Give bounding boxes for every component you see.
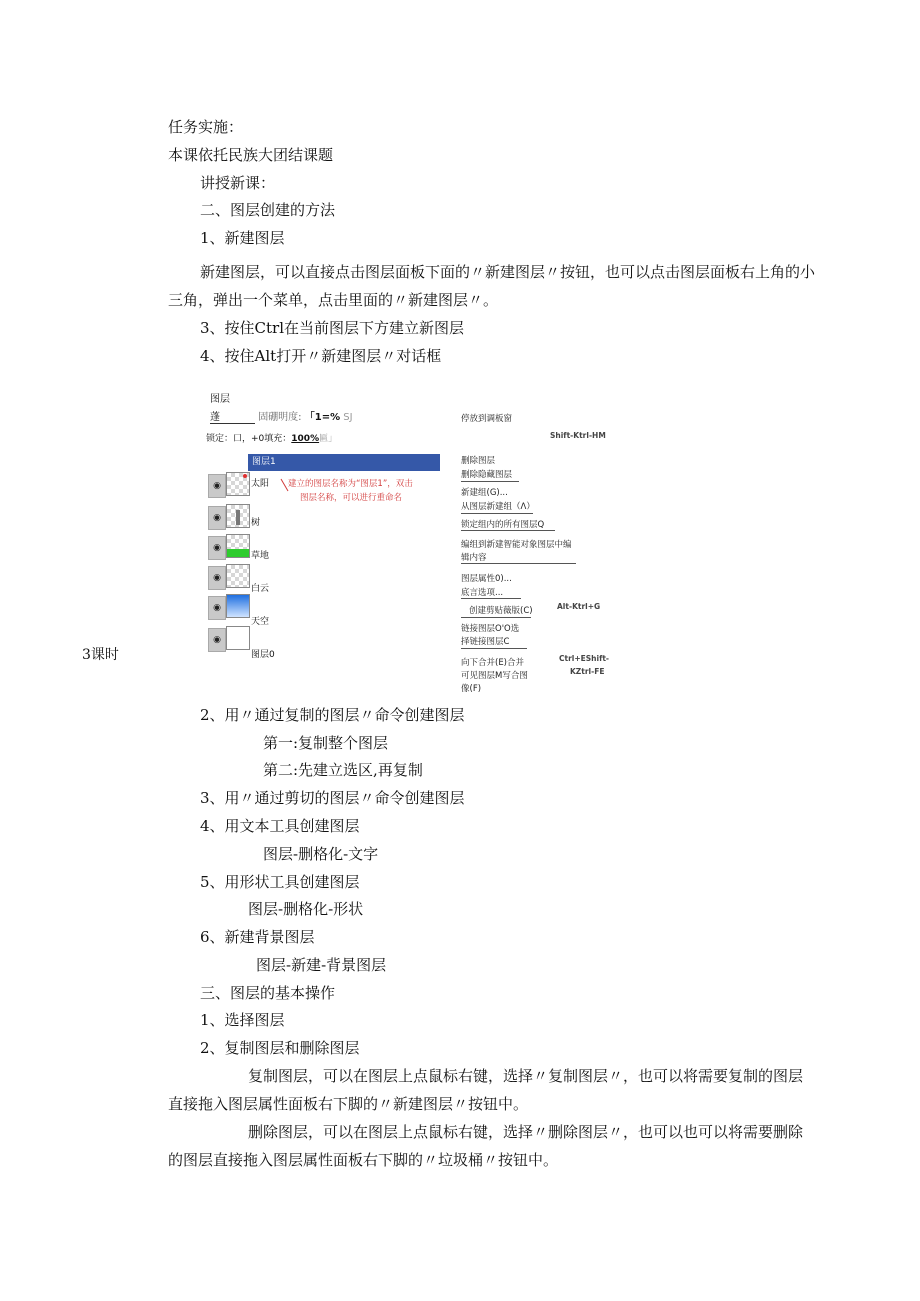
menu-separator — [461, 481, 519, 482]
layer-name-grass: 草地 — [251, 551, 270, 561]
layer-thumbnail — [226, 594, 250, 618]
layer-row-layer0 — [208, 626, 250, 654]
layer-row-tree — [208, 504, 250, 532]
menu-item-select-linked: 择链接图层C — [461, 637, 510, 647]
paragraph-delete-line1: 删除图层，可以在图层上点鼠标右键，选择〃删除图层〃，也可以也可以将需要删除 — [248, 1123, 804, 1141]
layer-name-cloud: 白云 — [251, 584, 270, 594]
item-shape-tool: 5、用形状工具创建图层 — [200, 873, 360, 891]
item-shape-rasterize: 图层-删格化-形状 — [248, 900, 364, 918]
blend-mode: 蓬 — [210, 408, 255, 424]
opacity-label: 固硼明度: — [258, 412, 302, 423]
section-2-heading: 二、图层创建的方法 — [200, 201, 336, 219]
layer-row-sun — [208, 472, 250, 500]
layer-row-cloud — [208, 564, 250, 592]
panel-blend-row — [210, 408, 353, 424]
item-cut-command: 3、用〃通过剪切的图层〃命令创建图层 — [200, 789, 465, 807]
task-heading: 任务实施： — [168, 118, 244, 136]
item-select-layer: 1、选择图层 — [200, 1011, 285, 1029]
item-new-background: 6、新建背景图层 — [200, 928, 315, 946]
eye-icon: ◉ — [208, 506, 226, 530]
paragraph-copy-line2: 直接拖入图层属性面板右下脚的〃新建图层〃按钮中。 — [168, 1095, 529, 1113]
layer-row-grass — [208, 534, 250, 562]
menu-separator — [461, 648, 527, 649]
item-new-layer: 1、新建图层 — [200, 229, 285, 247]
layer-thumbnail — [226, 564, 250, 588]
menu-item-new-group: 新建组(G)... — [461, 488, 508, 498]
menu-separator — [461, 513, 533, 514]
item-background-path: 图层-新建-背景图层 — [256, 956, 387, 974]
menu-item-lock-all: 锁定组内的所有图层Q — [461, 520, 545, 530]
layer-name-layer0: 图层0 — [251, 650, 275, 660]
lecture-heading: 讲授新课： — [200, 174, 276, 192]
lock-label: 锁定：口，+0填充： — [206, 434, 292, 444]
menu-item-link-layers: 链接图层O'O选 — [461, 624, 520, 634]
menu-item-dock: 停放到调板窗 — [461, 414, 513, 424]
menu-item-delete-layer: 删除图层 — [461, 456, 496, 466]
panel-title: 图层 — [210, 394, 230, 405]
layer-thumbnail — [226, 504, 250, 528]
opacity-value: 「1=% — [304, 412, 341, 423]
layer-thumbnail — [226, 472, 250, 496]
shortcut-dock: Shift-Ktrl-HM — [550, 431, 606, 440]
item-copy-delete: 2、复制图层和删除图层 — [200, 1039, 360, 1057]
opacity-tail: SJ — [343, 412, 353, 423]
menu-item-layer-properties: 图层属性0)... — [461, 574, 512, 584]
item-alt: 4、按住Alt打开〃新建图层〃对话框 — [200, 347, 442, 365]
paragraph-new-layer-line2: 三角，弹出一个菜单，点击里面的〃新建图层〃。 — [168, 291, 499, 309]
layer-name-sky: 天空 — [251, 617, 270, 627]
callout-text-line1: 建立的图层名称为“图层1”，双击 — [288, 479, 413, 489]
menu-item-merge-down: 向下合并(E)合并 — [461, 658, 525, 668]
menu-separator — [461, 563, 576, 564]
callout-text-line2: 图层名称，可以进行重命名 — [300, 493, 403, 503]
paragraph-delete-line2: 的图层直接拖入图层属性面板右下脚的〃垃圾桶〃按钮中。 — [168, 1151, 559, 1169]
item-copy-command: 2、用〃通过复制的图层〃命令创建图层 — [200, 706, 465, 724]
menu-item-group-from-layers: 从图层新建组（Λ） — [461, 502, 535, 512]
class-hours: 3课时 — [82, 647, 119, 663]
paragraph-new-layer-line1: 新建图层，可以直接点击图层面板下面的〃新建图层〃按钮，也可以点击图层面板右上角的小 — [200, 263, 816, 281]
menu-item-smart-object-cont: 辑内容 — [461, 553, 487, 563]
eye-icon: ◉ — [208, 596, 226, 620]
layer-thumbnail — [226, 534, 250, 558]
layer-row-sky — [208, 594, 250, 622]
menu-separator — [461, 617, 531, 618]
item-copy-first: 第一:复制整个图层 — [263, 734, 389, 752]
item-ctrl: 3、按住Ctrl在当前图层下方建立新图层 — [200, 319, 465, 337]
menu-item-blending-options: 底言选项... — [461, 588, 504, 598]
menu-item-clipping-mask: 创建剪贴薇版(C) — [469, 606, 533, 616]
eye-icon: ◉ — [208, 566, 226, 590]
layer-thumbnail — [226, 626, 250, 650]
layer-name-sun: 太阳 — [251, 479, 270, 489]
layers-panel-figure — [200, 388, 450, 688]
eye-icon: ◉ — [208, 628, 226, 652]
menu-item-smart-object: 编组到新建智能对象图层中编 — [461, 540, 572, 550]
shortcut-merge-1: Ctrl+EShift- — [559, 654, 610, 663]
panel-lock-row — [206, 431, 337, 444]
eye-icon: ◉ — [208, 536, 226, 560]
selected-layer-row: 图层1 — [248, 454, 440, 471]
menu-separator — [461, 598, 521, 599]
menu-item-flatten: 像(F) — [461, 684, 482, 694]
paragraph-copy-line1: 复制图层，可以在图层上点鼠标右键，选择〃复制图层〃，也可以将需要复制的图层 — [248, 1067, 804, 1085]
fill-tail: 匾」 — [319, 434, 338, 444]
eye-icon: ◉ — [208, 474, 226, 498]
section-3-heading: 三、图层的基本操作 — [200, 984, 336, 1002]
item-text-rasterize: 图层-删格化-文字 — [263, 845, 379, 863]
menu-item-merge-visible: 可见图层M写合图 — [461, 671, 528, 681]
shortcut-merge-2: KZtrl-FE — [570, 667, 605, 676]
item-copy-second: 第二:先建立选区,再复制 — [263, 761, 423, 779]
menu-separator — [461, 530, 555, 531]
layer-name-tree: 树 — [251, 518, 261, 528]
shortcut-clipping-mask: Alt-Ktrl+G — [557, 602, 601, 611]
course-basis: 本课依托民族大团结课题 — [168, 146, 334, 164]
item-text-tool: 4、用文本工具创建图层 — [200, 817, 360, 835]
fill-value: 100% — [291, 434, 320, 444]
menu-item-delete-hidden: 删除隐藏图层 — [461, 470, 513, 480]
